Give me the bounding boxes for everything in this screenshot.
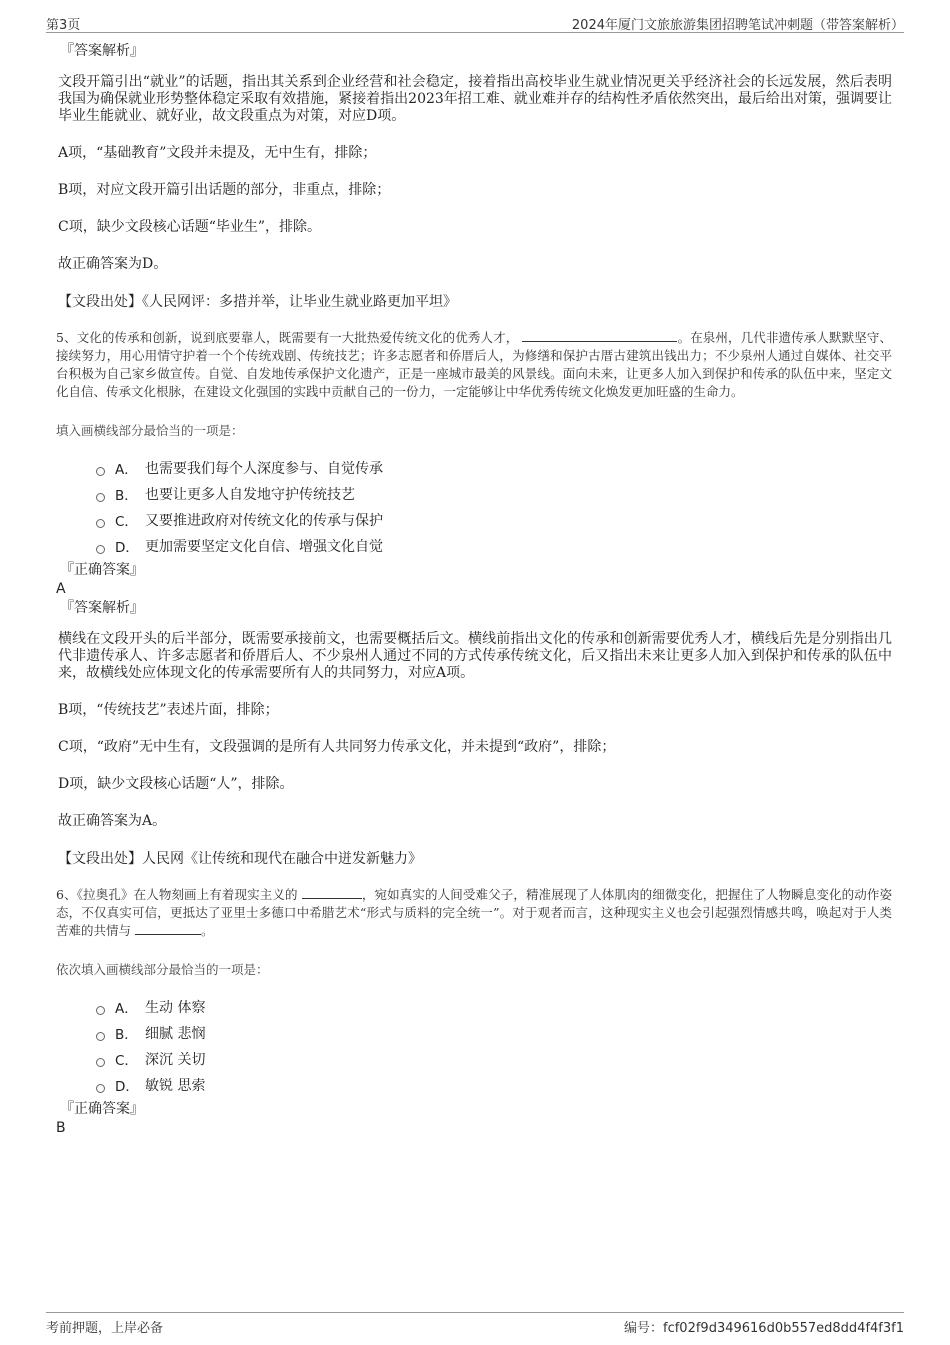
option-letter: C． [115,514,138,530]
q6-option-d[interactable] [96,1072,892,1098]
radio-icon[interactable] [96,467,105,476]
q6-blank-1 [302,886,362,899]
document-title: 2024年厦门文旅旅游集团招聘笔试冲刺题（带答案解析） [571,18,904,33]
q5-answer: A [56,581,66,597]
option-letter: A． [115,1001,138,1017]
page-header [46,12,904,33]
q6-prompt: 依次填入画横线部分最恰当的一项是： [56,962,269,977]
option-letter: B． [115,488,138,504]
q5-option-a[interactable] [96,455,892,481]
option-text: 深沉 关切 [145,1052,206,1068]
q5-question [56,329,892,401]
q4-conclusion: 故正确答案为D。 [58,256,168,272]
q6-text-2: ，宛如真实的人间受难父子，精准展现了人体肌肉的细微变化，把握住了人物瞬息变化的动作姿态，不仅真实可信，更抵达了亚里士多德口中希腊艺术“形式与质料的完全统一”。对于观者而言，这种现实主义也会引起强烈情感共鸣，唤起对于人类苦难的共情与 [56,887,892,938]
q6-option-c[interactable] [96,1046,892,1072]
q4-note-b: B项，对应文段开篇引出话题的部分，非重点，排除； [58,182,391,198]
q5-prompt: 填入画横线部分最恰当的一项是： [56,423,244,438]
q5-option-b[interactable] [96,481,892,507]
q6-answer-label: 『正确答案』 [60,1101,144,1117]
q4-analysis: 文段开篇引出“就业”的话题，指出其关系到企业经营和社会稳定，接着指出高校毕业生就业情况更关乎经济社会的长远发展，然后表明我国为确保就业形势整体稳定采取有效措施，紧接着指出2023年招工难、就业难并存的结构性矛盾依然突出，最后给出对策，强调要让毕业生能就业、就好业，故文段重点为对策，对应D项。 [58,74,892,124]
q5-blank [522,329,677,342]
q6-text-3: 。 [201,923,214,938]
q5-note-d: D项，缺少文段核心话题“人”，排除。 [58,776,294,792]
radio-icon[interactable] [96,493,105,502]
radio-icon[interactable] [96,1084,105,1093]
radio-icon[interactable] [96,1006,105,1015]
option-letter: B． [115,1027,138,1043]
radio-icon[interactable] [96,1058,105,1067]
q4-source: 【文段出处】《人民网评：多措并举，让毕业生就业路更加平坦》 [58,294,457,310]
option-text: 又要推进政府对传统文化的传承与保护 [145,513,383,529]
q5-analysis-label: 『答案解析』 [60,600,144,616]
q4-note-a: A项，“基础教育”文段并未提及，无中生有，排除； [58,145,377,161]
q5-option-d[interactable] [96,533,892,559]
radio-icon[interactable] [96,545,105,554]
option-letter: D． [115,1079,139,1095]
q5-conclusion: 故正确答案为A。 [58,813,167,829]
radio-icon[interactable] [96,1032,105,1041]
option-letter: A． [115,462,138,478]
q5-note-c: C项，“政府”无中生有，文段强调的是所有人共同努力传承文化，并未提到“政府”，排除； [58,739,616,755]
q6-answer: B [56,1120,66,1136]
option-text: 细腻 悲悯 [145,1026,206,1042]
page-number: 第3页 [46,18,81,33]
option-text: 敏锐 思索 [145,1078,206,1094]
q6-blank-2 [135,922,201,935]
q5-analysis: 横线在文段开头的后半部分，既需要承接前文，也需要概括后文。横线前指出文化的传承和创新需要优秀人才，横线后先是分别指出几代非遗传承人、许多志愿者和侨厝后人、不少泉州人通过不同的方式传承传统文化，后又指出未来让更多人加入到保护和传承的队伍中来，故横线处应体现文化的传承需要所有人的共同努力，对应A项。 [58,631,892,681]
q4-analysis-label: 『答案解析』 [60,43,144,59]
q6-text-1: 6、《拉奥孔》在人物刻画上有着现实主义的 [56,887,298,902]
q6-option-a[interactable] [96,994,892,1020]
option-letter: D． [115,540,139,556]
main-content [56,36,892,1136]
radio-icon[interactable] [96,519,105,528]
q5-text-before: 5、文化的传承和创新，说到底要靠人，既需要有一大批热爱传统文化的优秀人才， [56,330,519,345]
footer-code-value: fcf02f9d349616d0b557ed8dd4f4f3f1 [663,1321,904,1336]
q5-source: 【文段出处】人民网《让传统和现代在融合中迸发新魅力》 [58,851,422,867]
q5-note-b: B项，“传统技艺”表述片面，排除； [58,702,279,718]
option-text: 更加需要坚定文化自信、增强文化自觉 [145,539,383,555]
option-letter: C． [115,1053,138,1069]
option-text: 也要让更多人自发地守护传统技艺 [145,487,355,503]
option-text: 生动 体察 [145,1000,206,1016]
q5-answer-label: 『正确答案』 [60,562,144,578]
option-text: 也需要我们每个人深度参与、自觉传承 [145,461,383,477]
q5-options [96,455,892,559]
footer-slogan: 考前押题，上岸必备 [46,1321,164,1336]
q6-option-b[interactable] [96,1020,892,1046]
q6-question [56,886,892,940]
q5-text-after: 。在泉州，几代非遗传承人默默坚守、接续努力，用心用情守护着一个个传统戏剧、传统技艺；许多志愿者和侨厝后人，为修缮和保护古厝古建筑出钱出力；不少泉州人通过自媒体、社交平台积极为自己家乡做宣传。自觉、自发地传承保护文化遗产，正是一座城市最美的风景线。面向未来，让更多人加入到保护和传承的队伍中来，坚定文化自信、传承文化根脉，在建设文化强国的实践中贡献自己的一份力，一定能够让中华优秀传统文化焕发更加旺盛的生命力。 [56,330,892,399]
q5-option-c[interactable] [96,507,892,533]
q4-note-c: C项，缺少文段核心话题“毕业生”，排除。 [58,219,322,235]
q6-options [96,994,892,1098]
footer-code [624,1317,904,1336]
footer-code-label: 编号： [623,1321,663,1336]
page-footer [46,1312,904,1336]
